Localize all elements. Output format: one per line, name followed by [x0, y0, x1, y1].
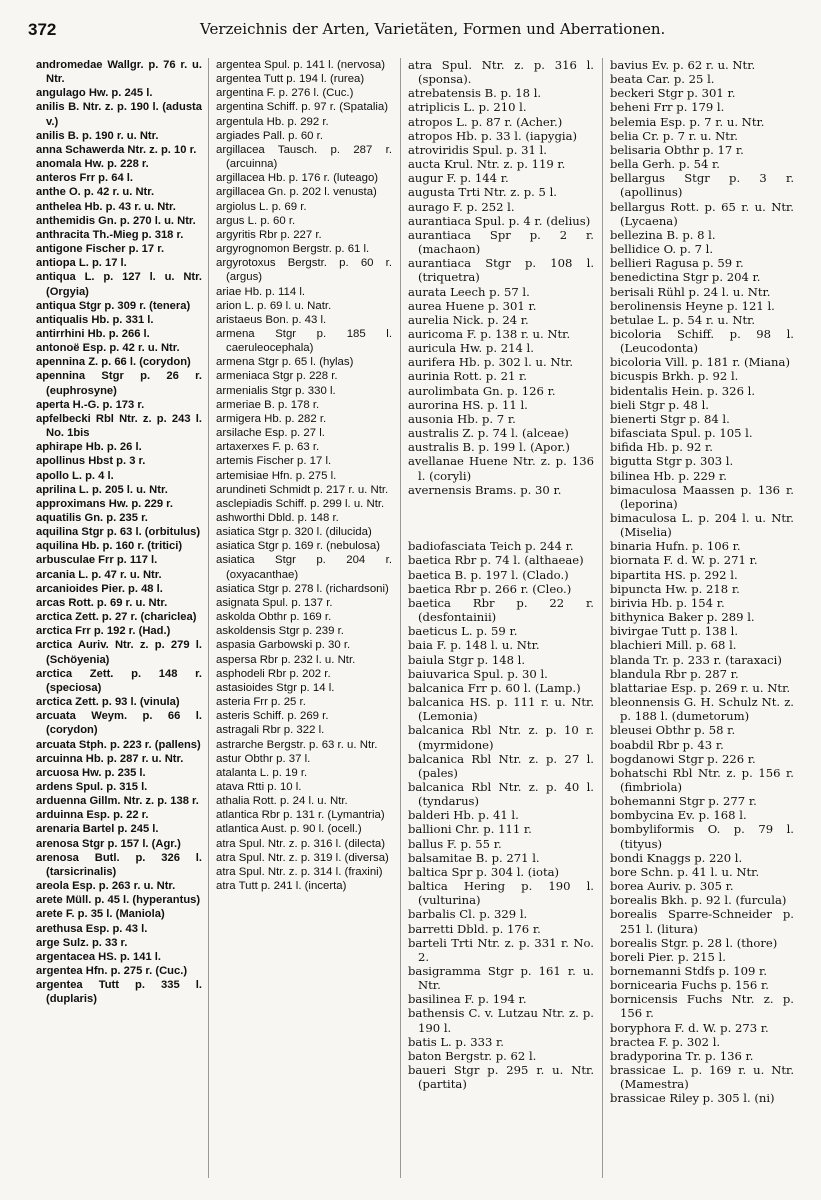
index-entry: arbusculae Frr p. 117 l. — [36, 554, 158, 567]
index-entry: bohatschi Rbl Ntr. z. p. 156 r. (fimbriola) — [610, 765, 794, 794]
index-entry: brassicae L. p. 169 r. u. Ntr. (Mamestra) — [610, 1063, 794, 1092]
index-entry: blattariae Esp. p. 269 r. u. Ntr. — [610, 680, 791, 695]
index-entry: aucta Krul. Ntr. z. p. 119 r. — [408, 157, 566, 172]
index-entry: bleusei Obthr p. 58 r. — [610, 723, 736, 738]
index-entry: arcanioides Pier. p. 48 l. — [36, 582, 163, 595]
index-entry: arundineti Schmidt p. 217 r. u. Ntr. — [216, 483, 389, 496]
index-entry: aurifera Hb. p. 302 l. u. Ntr. — [408, 355, 574, 370]
index-entry: antigone Fischer p. 17 r. — [36, 243, 165, 256]
index-entry: bivirgae Tutt p. 138 l. — [610, 624, 739, 639]
index-entry: ardens Spul. p. 315 l. — [36, 780, 148, 793]
index-entry — [408, 497, 594, 511]
index-entry: askoldensis Stgr p. 239 r. — [216, 625, 344, 638]
index-entry: bicoloria Schiff. p. 98 l. (Leucodonta) — [610, 326, 794, 356]
index-entry: bornicearia Fuchs p. 156 r. — [610, 978, 769, 993]
index-entry: astasioides Stgr p. 14 l. — [216, 681, 335, 694]
index-column-4 — [610, 58, 794, 1188]
index-entry: argentacea HS. p. 141 l. — [36, 950, 161, 963]
index-entry: bohemanni Stgr p. 277 r. — [610, 794, 757, 809]
index-entry: arctica Zett. p. 148 r. (speciosa) — [36, 667, 202, 694]
index-entry: bellidice O. p. 7 l. — [610, 242, 714, 257]
index-entry: arctica Zett. p. 27 r. (chariclea) — [36, 611, 197, 624]
index-entry: arsilache Esp. p. 27 l. — [216, 427, 325, 440]
index-entry: argus L. p. 60 r. — [216, 214, 296, 227]
index-entry: bimaculosa Maassen p. 136 r. (leporina) — [610, 482, 794, 511]
index-entry: atriplicis L. p. 210 l. — [408, 100, 527, 115]
index-entry: arduinna Esp. p. 22 r. — [36, 809, 149, 822]
index-entry: ariae Hb. p. 114 l. — [216, 285, 306, 298]
index-entry: boreli Pier. p. 215 l. — [610, 949, 726, 964]
index-entry: australis Z. p. 74 l. (alceae) — [408, 426, 569, 441]
index-entry: astrarche Bergstr. p. 63 r. u. Ntr. — [216, 738, 378, 751]
index-entry: astur Obthr p. 37 l. — [216, 752, 311, 765]
index-entry: baetica Rbr p. 22 r. (desfontainii) — [408, 595, 594, 625]
index-entry: balcanica HS. p. 111 r. u. Ntr. (Lemonia) — [408, 695, 594, 724]
index-entry: binaria Hufn. p. 106 r. — [610, 539, 741, 554]
index-entry: barbalis Cl. p. 329 l. — [408, 907, 528, 922]
index-entry: berolinensis Heyne p. 121 l. — [610, 298, 775, 313]
index-entry: baueri Stgr p. 295 r. u. Ntr. (partita) — [408, 1063, 594, 1092]
index-entry: armena Stgr p. 185 l. caeruleocephala) — [216, 327, 392, 355]
index-entry: arenaria Bartel p. 245 l. — [36, 823, 159, 836]
index-entry: basigramma Stgr p. 161 r. u. Ntr. — [408, 964, 594, 993]
index-entry: balcanica Rbl Ntr. z. p. 10 r. (myrmidone) — [408, 723, 594, 752]
index-entry: avernensis Brams. p. 30 r. — [408, 482, 562, 497]
index-entry: asignata Spul. p. 137 r. — [216, 596, 333, 609]
index-entry: anthracita Th.-Mieg p. 318 r. — [36, 228, 184, 241]
index-entry: atra Tutt p. 241 l. (incerta) — [216, 880, 347, 893]
index-entry: arion L. p. 69 l. u. Natr. — [216, 299, 332, 312]
index-entry: arete F. p. 35 l. (Maniola) — [36, 908, 165, 921]
index-entry: barteli Trti Ntr. z. p. 331 r. No. 2. — [408, 935, 594, 964]
index-entry: ballioni Chr. p. 111 r. — [408, 822, 532, 837]
index-entry: aristaeus Bon. p. 43 l. — [216, 313, 327, 326]
index-entry: arete Müll. p. 45 l. (hyperantus) — [36, 894, 201, 907]
index-entry: arenosa Stgr p. 157 l. (Agr.) — [36, 837, 181, 850]
index-entry: bipuncta Hw. p. 218 r. — [610, 581, 740, 596]
index-entry: angulago Hw. p. 245 l. — [36, 87, 153, 100]
page-title: Verzeichnis der Arten, Varietäten, Formen und Aberrationen. — [200, 20, 666, 38]
index-entry: belemia Esp. p. 7 r. u. Ntr. — [610, 114, 765, 129]
index-entry: arcania L. p. 47 r. u. Ntr. — [36, 568, 162, 581]
index-entry: atropos Hb. p. 33 l. (iapygia) — [408, 128, 578, 143]
index-entry: asteris Schiff. p. 269 r. — [216, 710, 329, 723]
index-entry: basilinea F. p. 194 r. — [408, 992, 527, 1007]
index-entry: baetica Rbr p. 74 l. (althaeae) — [408, 553, 584, 568]
index-entry: ballus F. p. 55 r. — [408, 836, 502, 851]
index-entry: anna Schawerda Ntr. z. p. 10 r. — [36, 143, 197, 156]
index-entry: bellezina B. p. 8 l. — [610, 227, 716, 242]
index-entry: areola Esp. p. 263 r. u. Ntr. — [36, 880, 176, 893]
index-entry: aurorina HS. p. 11 l. — [408, 397, 528, 412]
index-entry: armeriae B. p. 178 r. — [216, 398, 320, 411]
index-entry: argentina F. p. 276 l. (Cuc.) — [216, 87, 354, 100]
index-entry: armenialis Stgr p. 330 l. — [216, 384, 336, 397]
index-entry: antonoë Esp. p. 42 r. u. Ntr. — [36, 342, 180, 355]
index-entry: australis B. p. 199 l. (Apor.) — [408, 440, 570, 455]
index-entry: ausonia Hb. p. 7 r. — [408, 411, 516, 426]
index-entry: bicuspis Brkh. p. 92 l. — [610, 369, 739, 384]
index-entry: arduenna Gillm. Ntr. z. p. 138 r. — [36, 795, 199, 808]
index-entry: bogdanowi Stgr p. 226 r. — [610, 751, 756, 766]
index-entry: apollo L. p. 4 l. — [36, 469, 114, 482]
index-entry: argentea Spul. p. 141 l. (nervosa) — [216, 59, 386, 71]
index-entry: bilinea Hb. p. 229 r. — [610, 468, 727, 483]
index-entry: atra Spul. Ntr. z. p. 319 l. (diversa) — [216, 851, 389, 864]
index-entry: arethusa Esp. p. 43 l. — [36, 922, 148, 935]
index-entry: antiqua L. p. 127 l. u. Ntr. (Orgyia) — [36, 271, 202, 298]
index-entry: balcanica Rbl Ntr. z. p. 40 l. (tyndarus) — [408, 779, 594, 809]
index-entry: beheni Frr p. 179 l. — [610, 100, 725, 115]
index-entry: boryphora F. d. W. p. 273 r. — [610, 1020, 769, 1035]
index-entry: argentina Schiff. p. 97 r. (Spatalia) — [216, 101, 389, 114]
index-entry: bella Gerh. p. 54 r. — [610, 157, 720, 172]
index-entry: aurantiaca Stgr p. 108 l. (triquetra) — [408, 256, 594, 285]
index-entry: bavius Ev. p. 62 r. u. Ntr. — [610, 58, 756, 72]
index-entry: biornata F. d. W. p. 271 r. — [610, 553, 758, 568]
index-entry: aspersa Rbr p. 232 l. u. Ntr. — [216, 653, 356, 666]
index-entry: blanda Tr. p. 233 r. (taraxaci) — [610, 652, 782, 667]
index-entry: athalia Rott. p. 24 l. u. Ntr. — [216, 795, 348, 808]
index-entry: bleonnensis G. H. Schulz Nt. z. p. 188 l. (dumetorum) — [610, 695, 794, 724]
index-entry: bienerti Stgr p. 84 l. — [610, 411, 730, 426]
index-entry: benedictina Stgr p. 204 r. — [610, 270, 761, 285]
index-entry: atlantica Aust. p. 90 l. (ocell.) — [216, 823, 362, 836]
index-entry: apennina Z. p. 66 l. (corydon) — [36, 356, 191, 369]
index-entry: bombyliformis O. p. 79 l. (tityus) — [610, 822, 794, 851]
index-entry: aurago F. p. 252 l. — [408, 199, 515, 214]
index-entry: asiatica Stgr p. 320 l. (dilucida) — [216, 526, 372, 539]
index-entry: aquatilis Gn. p. 235 r. — [36, 512, 148, 524]
index-entry: arcas Rott. p. 69 r. u. Ntr. — [36, 596, 168, 609]
index-entry: blachieri Mill. p. 68 l. — [610, 638, 737, 653]
index-entry: bidentalis Hein. p. 326 l. — [610, 383, 756, 398]
index-entry: aurelia Nick. p. 24 r. — [408, 312, 529, 327]
column-divider — [208, 58, 209, 1178]
index-column-2 — [216, 58, 392, 1188]
index-entry: artaxerxes F. p. 63 r. — [216, 441, 320, 454]
index-entry: asclepiadis Schiff. p. 299 l. u. Ntr. — [216, 497, 385, 510]
index-entry: atropos L. p. 87 r. (Acher.) — [408, 114, 563, 129]
index-entry: belisaria Obthr p. 17 r. — [610, 142, 744, 157]
index-entry: brassicae Riley p. 305 l. (ni) — [610, 1091, 775, 1106]
index-entry: anilis B. p. 190 r. u. Ntr. — [36, 129, 159, 142]
index-entry: bellargus Stgr p. 3 r. (apollinus) — [610, 171, 794, 200]
index-entry: beata Car. p. 25 l. — [610, 72, 715, 87]
index-entry: atra Spul. Ntr. z. p. 316 l. (sponsa). — [408, 58, 594, 87]
index-entry: arctica Frr p. 192 r. (Had.) — [36, 625, 171, 638]
index-entry: atra Spul. Ntr. z. p. 314 l. (fraxini) — [216, 865, 383, 878]
index-entry: argentea Tutt p. 335 l. (duplaris) — [36, 979, 202, 1006]
index-entry: aphirape Hb. p. 26 l. — [36, 441, 142, 454]
index-entry: argillacea Tausch. p. 287 r. (arcuinna) — [216, 143, 392, 171]
index-entry: bathensis C. v. Lutzau Ntr. z. p. 190 l. — [408, 1006, 594, 1035]
index-entry: askolda Obthr p. 169 r. — [216, 611, 332, 624]
index-entry: bigutta Stgr p. 303 l. — [610, 454, 734, 469]
index-entry: birivia Hb. p. 154 r. — [610, 595, 725, 610]
index-entry: badiofasciata Teich p. 244 r. — [408, 539, 574, 554]
index-entry: aurantiaca Spul. p. 4 r. (delius) — [408, 213, 591, 228]
index-entry: aurinia Rott. p. 21 r. — [408, 369, 527, 384]
column-divider — [602, 58, 603, 1178]
index-entry: argillacea Hb. p. 176 r. (luteago) — [216, 172, 379, 185]
index-entry: bombycina Ev. p. 168 l. — [610, 808, 747, 823]
index-entry: baltica Hering p. 190 l. (vulturina) — [408, 879, 594, 908]
index-entry: atalanta L. p. 19 r. — [216, 766, 308, 779]
index-entry: bellieri Ragusa p. 59 r. — [610, 256, 744, 271]
index-entry: arcuata Stph. p. 223 r. (pallens) — [36, 738, 201, 751]
index-entry: borealis Stgr. p. 28 l. (thore) — [610, 935, 778, 950]
index-entry: ashworthi Dbld. p. 148 r. — [216, 512, 339, 524]
index-entry: argiades Pall. p. 60 r. — [216, 129, 324, 142]
index-entry: bieli Stgr p. 48 l. — [610, 397, 709, 412]
index-column-1 — [36, 58, 202, 1188]
index-entry: antiqualis Hb. p. 331 l. — [36, 313, 154, 326]
index-entry: asiatica Stgr p. 169 r. (nebulosa) — [216, 540, 380, 553]
index-entry: bicoloria Vill. p. 181 r. (Miana) — [610, 355, 790, 370]
index-entry: armigera Hb. p. 282 r. — [216, 412, 327, 425]
index-entry — [408, 511, 594, 525]
index-entry: berisali Rühl p. 24 l. u. Ntr. — [610, 284, 771, 299]
page-header — [0, 20, 821, 48]
index-entry: aperta H.-G. p. 173 r. — [36, 398, 145, 411]
index-entry: atrebatensis B. p. 18 l. — [408, 86, 542, 101]
index-entry: bore Schn. p. 41 l. u. Ntr. — [610, 864, 760, 879]
index-entry: balderi Hb. p. 41 l. — [408, 808, 519, 823]
index-entry: bractea F. p. 302 l. — [610, 1034, 721, 1049]
index-entry: aurantiaca Spr p. 2 r. (machaon) — [408, 227, 594, 257]
index-entry: anthemidis Gn. p. 270 l. u. Ntr. — [36, 214, 196, 227]
index-entry: bifida Hb. p. 92 r. — [610, 440, 713, 455]
index-entry: arge Sulz. p. 33 r. — [36, 936, 128, 949]
index-entry: baetica B. p. 197 l. (Clado.) — [408, 567, 569, 582]
index-entry: blandula Rbr p. 287 r. — [610, 666, 739, 681]
index-entry: bifasciata Spul. p. 105 l. — [610, 426, 753, 441]
index-entry: arenosa Butl. p. 326 l. (tarsicrinalis) — [36, 851, 202, 878]
index-entry: aspasia Garbowski p. 30 r. — [216, 639, 351, 652]
index-entry: bondi Knaggs p. 220 l. — [610, 850, 743, 865]
index-entry: bithynica Baker p. 289 l. — [610, 610, 755, 625]
index-entry: atlantica Rbr p. 131 r. (Lymantria) — [216, 809, 385, 822]
index-entry: balcanica Rbl Ntr. z. p. 27 l. (pales) — [408, 751, 594, 780]
index-entry: antiqua Stgr p. 309 r. (tenera) — [36, 299, 191, 312]
index-entry: aquilina Stgr p. 63 l. (orbitulus) — [36, 526, 201, 539]
index-entry: anthe O. p. 42 r. u. Ntr. — [36, 186, 155, 199]
index-entry: armeniaca Stgr p. 228 r. — [216, 370, 338, 383]
index-entry: arcuata Weym. p. 66 l. (corydon) — [36, 710, 202, 737]
index-entry: armena Stgr p. 65 l. (hylas) — [216, 356, 354, 369]
index-entry: argyrognomon Bergstr. p. 61 l. — [216, 243, 370, 256]
index-entry: artemis Fischer p. 17 l. — [216, 455, 332, 468]
index-entry: approximans Hw. p. 229 r. — [36, 497, 173, 510]
index-entry: artemisiae Hfn. p. 275 l. — [216, 469, 337, 482]
index-entry: auricula Hw. p. 214 l. — [408, 341, 534, 356]
index-entry: borea Auriv. p. 305 r. — [610, 879, 734, 894]
index-entry: arctica Auriv. Ntr. z. p. 279 l. (Schöyenia) — [36, 639, 202, 666]
index-entry: argentula Hb. p. 292 r. — [216, 115, 329, 128]
index-entry: andromedae Wallgr. p. 76 r. u. Ntr. — [36, 59, 202, 86]
index-entry: avellanae Huene Ntr. z. p. 136 l. (coryli) — [408, 454, 594, 483]
index-entry: aprilina L. p. 205 l. u. Ntr. — [36, 483, 168, 496]
index-entry: argiolus L. p. 69 r. — [216, 200, 307, 213]
index-entry: argillacea Gn. p. 202 l. venusta) — [216, 186, 377, 199]
index-entry: augur F. p. 144 r. — [408, 171, 509, 186]
index-entry: antiopa L. p. 17 l. — [36, 257, 127, 270]
index-entry: arctica Zett. p. 93 l. (vinula) — [36, 696, 180, 709]
page-number: 372 — [28, 20, 57, 39]
index-entry: asiatica Stgr p. 204 r. (oxyacanthae) — [216, 554, 392, 581]
index-entry: asteria Frr p. 25 r. — [216, 696, 306, 709]
index-entry — [408, 525, 594, 539]
index-entry: atava Rtti p. 10 l. — [216, 780, 302, 793]
index-entry: argentea Hfn. p. 275 r. (Cuc.) — [36, 965, 188, 977]
index-entry: baiuvarica Spul. p. 30 l. — [408, 666, 548, 681]
index-entry: auricoma F. p. 138 r. u. Ntr. — [408, 326, 571, 341]
index-entry: aurolimbata Gn. p. 126 r. — [408, 383, 556, 398]
index-entry: argentea Tutt p. 194 l. (rurea) — [216, 73, 365, 86]
index-entry: betulae L. p. 54 r. u. Ntr. — [610, 312, 756, 327]
index-entry: apfelbecki Rbl Ntr. z. p. 243 l. No. 1bis — [36, 412, 202, 440]
column-divider — [400, 58, 401, 1178]
index-entry: arcuinna Hb. p. 287 r. u. Ntr. — [36, 752, 184, 765]
index-entry: balcanica Frr p. 60 l. (Lamp.) — [408, 680, 581, 695]
index-entry: atra Spul. Ntr. z. p. 316 l. (dilecta) — [216, 837, 386, 850]
index-entry: baetica Rbr p. 266 r. (Cleo.) — [408, 581, 572, 596]
index-entry: augusta Trti Ntr. z. p. 5 l. — [408, 185, 557, 200]
index-entry: asphodeli Rbr p. 202 r. — [216, 667, 331, 680]
index-entry: bradyporina Tr. p. 136 r. — [610, 1048, 754, 1063]
index-entry: bornemanni Stdfs p. 109 r. — [610, 964, 768, 978]
index-entry: arcuosa Hw. p. 235 l. — [36, 766, 146, 779]
index-entry: atroviridis Spul. p. 31 l. — [408, 142, 547, 157]
index-entry: baia F. p. 148 l. u. Ntr. — [408, 638, 540, 653]
index-entry: anthelea Hb. p. 43 r. u. Ntr. — [36, 200, 176, 213]
index-entry: barretti Dbld. p. 176 r. — [408, 921, 541, 936]
index-entry: aquilina Hb. p. 160 r. (tritici) — [36, 540, 183, 553]
index-entry: borealis Bkh. p. 92 l. (furcula) — [610, 893, 787, 908]
index-entry: asiatica Stgr p. 278 l. (richardsoni) — [216, 582, 389, 595]
index-entry: boabdil Rbr p. 43 r. — [610, 737, 724, 752]
index-entry: argyritis Rbr p. 227 r. — [216, 228, 322, 241]
index-entry: belia Cr. p. 7 r. u. Ntr. — [610, 128, 738, 143]
index-entry: baeticus L. p. 59 r. — [408, 624, 518, 639]
index-entry: astragali Rbr p. 322 l. — [216, 724, 325, 737]
index-entry: anomala Hw. p. 228 r. — [36, 158, 149, 171]
index-entry: aurea Huene p. 301 r. — [408, 298, 537, 313]
index-entry: anilis B. Ntr. z. p. 190 l. (adusta v.) — [36, 101, 202, 128]
index-entry: aurata Leech p. 57 l. — [408, 284, 530, 299]
index-entry: antirrhini Hb. p. 266 l. — [36, 327, 150, 340]
index-entry: apennina Stgr p. 26 r. (euphrosyne) — [36, 370, 202, 397]
index-entry: apollinus Hbst p. 3 r. — [36, 455, 146, 468]
index-entry: bornicensis Fuchs Ntr. z. p. 156 r. — [610, 992, 794, 1021]
index-entry: argyrotoxus Bergstr. p. 60 r. (argus) — [216, 257, 392, 284]
index-entry: balsamitae B. p. 271 l. — [408, 850, 540, 865]
index-column-3 — [408, 58, 594, 1188]
index-entry: bellargus Rott. p. 65 r. u. Ntr. (Lycaena) — [610, 199, 794, 228]
index-entry: baton Bergstr. p. 62 l. — [408, 1048, 537, 1063]
index-entry: bipartita HS. p. 292 l. — [610, 567, 738, 582]
index-entry: borealis Sparre-Schneider p. 251 l. (litura) — [610, 907, 794, 936]
index-entry: batis L. p. 333 r. — [408, 1034, 504, 1049]
index-entry: bimaculosa L. p. 204 l. u. Ntr. (Miselia) — [610, 511, 794, 540]
index-entry: anteros Frr p. 64 l. — [36, 172, 133, 185]
index-entry: baiula Stgr p. 148 l. — [408, 652, 526, 667]
index-entry: baltica Spr p. 304 l. (iota) — [408, 864, 560, 879]
index-entry: beckeri Stgr p. 301 r. — [610, 86, 736, 101]
